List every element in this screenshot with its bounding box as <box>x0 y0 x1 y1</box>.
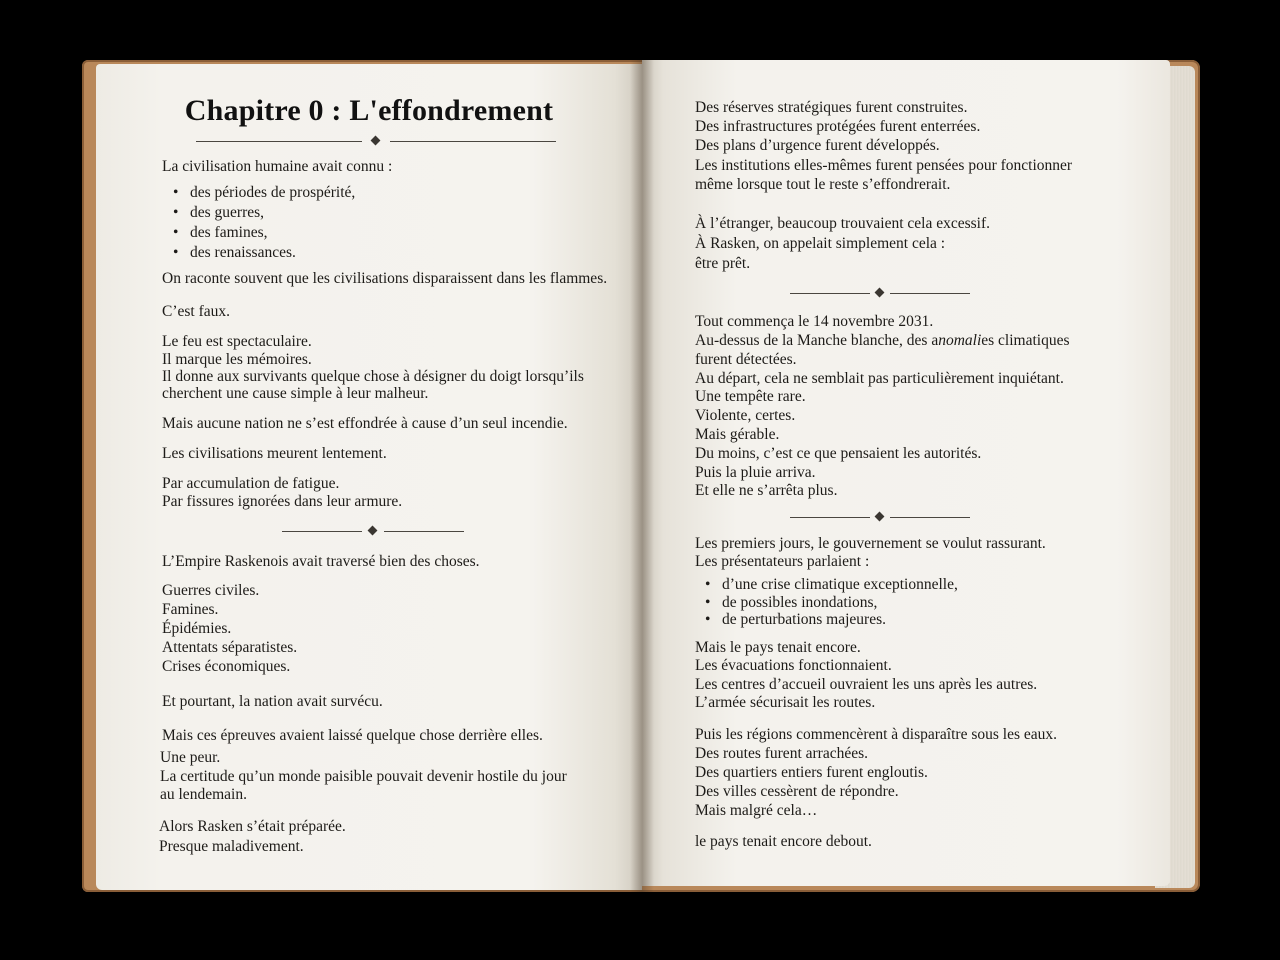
list-item: • des guerres, <box>190 204 264 223</box>
abroad-line: À Rasken, on appelait simplement cela : <box>695 235 946 252</box>
anomaly-post: es climatiques <box>981 332 1070 349</box>
anomaly-line <box>695 332 1070 351</box>
paragraph-nation: Mais aucune nation ne s’est effondrée à cause d’un seul incendie. <box>162 415 568 432</box>
fatigue-line: Par accumulation de fatigue. <box>162 475 340 492</box>
fire-line: Le feu est spectaculaire. <box>162 333 312 350</box>
empire-line: Famines. <box>162 601 219 618</box>
storm-line: Et elle ne s’arrêta plus. <box>695 482 838 499</box>
anomaly-a: a <box>931 332 939 349</box>
holding-line: Les évacuations fonctionnaient. <box>695 657 892 674</box>
abroad-line: À l’étranger, beaucoup trouvaient cela excessif. <box>695 215 991 232</box>
title-ornament <box>196 136 556 148</box>
anomaly-pre: Au-dessus de la Manche blanche, des <box>695 332 932 349</box>
regions-line: Des villes cessèrent de répondre. <box>695 783 899 800</box>
right-page <box>642 60 1170 886</box>
intro-text: La civilisation humaine avait connu : <box>162 158 393 175</box>
fire-line: Il donne aux survivants quelque chose à désigner du doigt lorsqu’ils <box>162 368 584 385</box>
list-item: • de possibles inondations, <box>722 594 877 613</box>
empire-line: Crises économiques. <box>162 658 291 675</box>
storm-line: Mais gérable. <box>695 426 780 443</box>
paragraph-flames: On raconte souvent que les civilisations disparaissent dans les flammes. <box>162 270 608 287</box>
fear-line: au lendemain. <box>160 786 247 803</box>
regions-line: Des routes furent arrachées. <box>695 745 868 762</box>
storm-line: Violente, certes. <box>695 407 796 424</box>
list-item: • de perturbations majeures. <box>722 611 886 630</box>
section-ornament <box>282 526 464 538</box>
final-line: le pays tenait encore debout. <box>695 833 872 850</box>
section-ornament <box>790 288 970 300</box>
empire-line: Épidémies. <box>162 620 232 637</box>
fatigue-line: Par fissures ignorées dans leur armure. <box>162 493 403 510</box>
list-item: • des périodes de prospérité, <box>190 184 355 203</box>
govt-line: Les premiers jours, le gouvernement se voulut rassurant. <box>695 535 1046 552</box>
book-gutter <box>630 60 654 892</box>
reserve-line: même lorsque tout le reste s’effondrerait. <box>695 176 951 193</box>
paragraph-empire: L’Empire Raskenois avait traversé bien des choses. <box>162 553 480 570</box>
storm-line: Puis la pluie arriva. <box>695 464 816 481</box>
paragraph-survived: Et pourtant, la nation avait survécu. <box>162 693 383 710</box>
list-item: • d’une crise climatique exceptionnelle, <box>722 576 958 595</box>
fear-line: Une peur. <box>160 749 221 766</box>
reserve-line: Des infrastructures protégées furent enterrées. <box>695 118 981 135</box>
anomaly-italic: nomali <box>938 332 982 349</box>
holding-line: Les centres d’accueil ouvraient les uns après les autres. <box>695 676 1038 693</box>
govt-line: Les présentateurs parlaient : <box>695 553 870 570</box>
storm-line: Une tempête rare. <box>695 388 806 405</box>
left-page <box>96 64 642 890</box>
prepared-line: Alors Rasken s’était préparée. <box>159 818 346 835</box>
fire-line: cherchent une cause simple à leur malheur. <box>162 385 429 402</box>
paragraph-slow: Les civilisations meurent lentement. <box>162 445 387 462</box>
empire-line: Guerres civiles. <box>162 582 260 599</box>
paragraph-false: C’est faux. <box>162 303 231 320</box>
reserve-line: Des plans d’urgence furent développés. <box>695 137 940 154</box>
regions-line: Des quartiers entiers furent engloutis. <box>695 764 928 781</box>
regions-line: Puis les régions commencèrent à disparaître sous les eaux. <box>695 726 1057 743</box>
holding-line: L’armée sécurisait les routes. <box>695 694 876 711</box>
reserve-line: Des réserves stratégiques furent construites. <box>695 99 968 116</box>
regions-line: Mais malgré cela… <box>695 802 818 819</box>
start-line: Tout commença le 14 novembre 2031. <box>695 313 934 330</box>
list-item: • des renaissances. <box>190 244 296 263</box>
fire-line: Il marque les mémoires. <box>162 351 312 368</box>
empire-line: Attentats séparatistes. <box>162 639 298 656</box>
storm-line: Du moins, c’est ce que pensaient les autorités. <box>695 445 982 462</box>
abroad-line: être prêt. <box>695 255 751 272</box>
storm-line: furent détectées. <box>695 351 797 368</box>
chapter-title: Chapitre 0 : L'effondrement <box>184 94 554 127</box>
reserve-line: Les institutions elles-mêmes furent pensées pour fonctionner <box>695 157 1073 174</box>
holding-line: Mais le pays tenait encore. <box>695 639 861 656</box>
storm-line: Au départ, cela ne semblait pas particulièrement inquiétant. <box>695 370 1064 387</box>
fear-line: La certitude qu’un monde paisible pouvait devenir hostile du jour <box>160 768 567 785</box>
paragraph-trials: Mais ces épreuves avaient laissé quelque chose derrière elles. <box>162 727 543 744</box>
prepared-line: Presque maladivement. <box>159 838 304 855</box>
list-item: • des famines, <box>190 224 267 243</box>
section-ornament <box>790 512 970 524</box>
